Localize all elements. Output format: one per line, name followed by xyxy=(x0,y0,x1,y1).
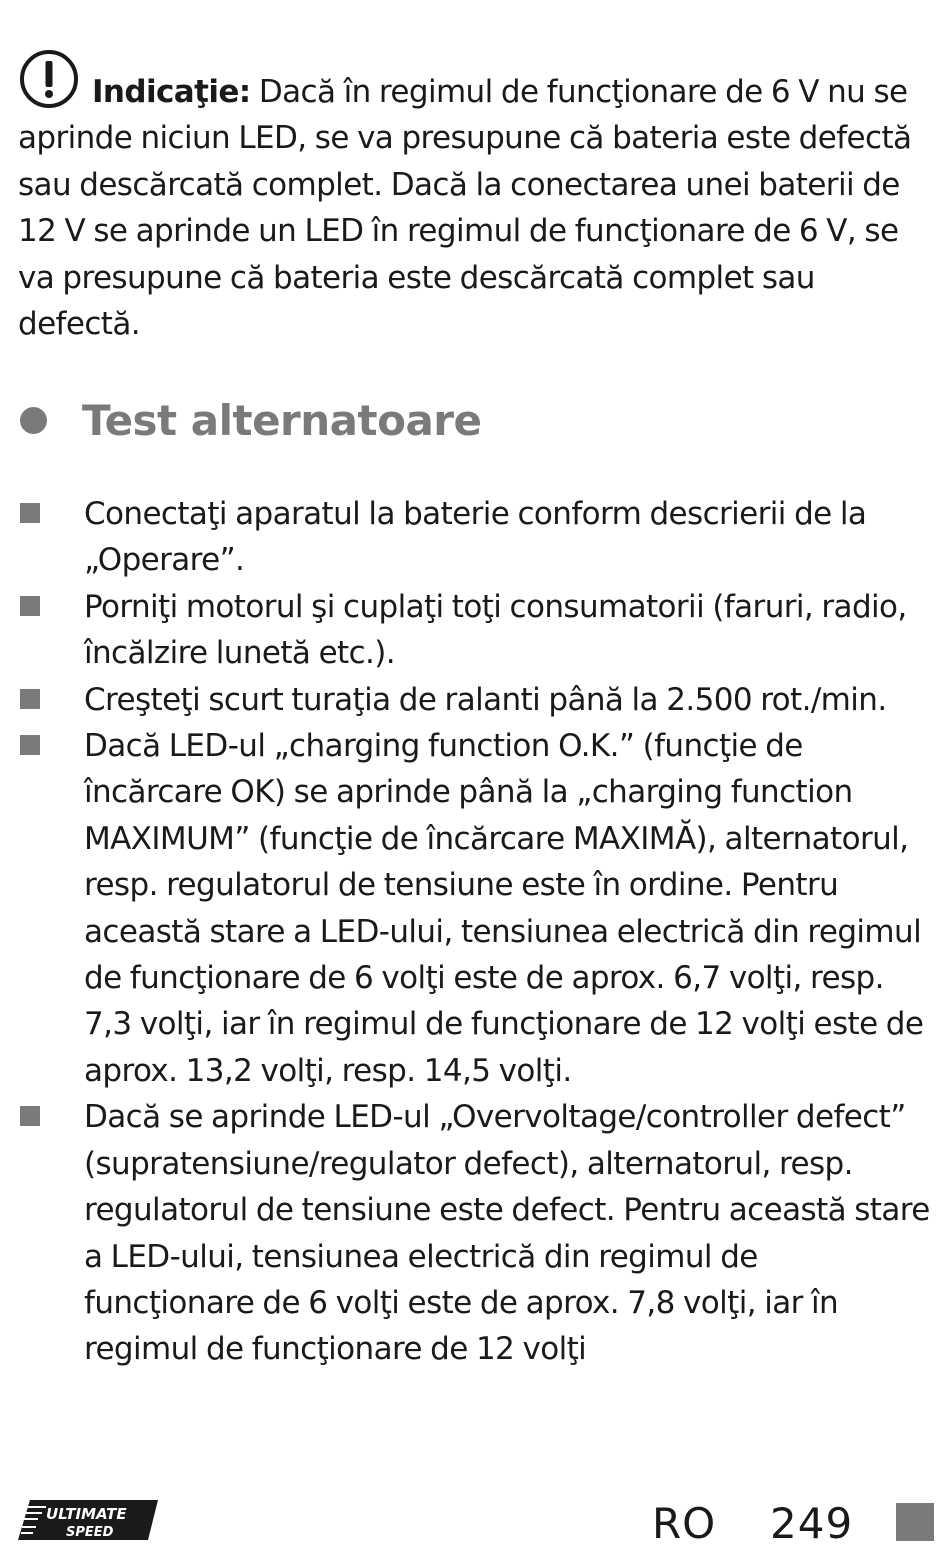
steps-list xyxy=(20,491,935,1373)
language-code: RO xyxy=(652,1499,717,1548)
section-heading xyxy=(20,392,481,448)
svg-text:ULTIMATE: ULTIMATE xyxy=(46,1505,127,1523)
list-item xyxy=(20,677,935,723)
ultimate-speed-logo xyxy=(16,1498,160,1542)
square-bullet-icon xyxy=(20,735,40,755)
list-item-text: Creşteţi scurt turaţia de ralanti până la 2.500 rot./min. xyxy=(84,681,887,718)
list-item-text: Conectaţi aparatul la baterie conform descrierii de la „Operare”. xyxy=(84,496,867,579)
list-item xyxy=(20,491,935,584)
list-item-text: Dacă LED-ul „charging function O.K.” (funcţie de încărcare OK) se aprinde până la „charging function MAXIMUM” (funcţie de încărcare MAXIMĂ), alternatorul, resp. regulatorul de tensiune este în ordine. Pentru această stare a LED-ului, tensiunea electrică din regimul de funcţionare de 6 volţi este de aprox. 6,7 volţi, resp. 7,3 volţi, iar în regimul de funcţionare de 12 volţi este de aprox. 13,2 volţi, resp. 14,5 volţi. xyxy=(84,728,924,1089)
section-title: Test alternatoare xyxy=(82,395,482,445)
exclamation-circle-icon xyxy=(18,48,80,110)
square-bullet-icon xyxy=(20,503,40,523)
list-item xyxy=(20,1094,935,1372)
page-number: 249 xyxy=(770,1499,854,1548)
list-item-text: Porniţi motorul şi cuplaţi toţi consumatorii (faruri, radio, încălzire lunetă etc.). xyxy=(84,588,907,672)
note-paragraph xyxy=(18,48,918,347)
square-bullet-icon xyxy=(20,1106,40,1126)
list-item-text: Dacă se aprinde LED-ul „Overvoltage/controller defect” (supratensiune/regulator defect), alternatorul, resp. regulatorul de tensiune este defect. Pentru această stare a LED-ului, tensiunea electrică din regimul de funcţionare de 6 volţi este de aprox. 7,8 volţi, iar în regimul de funcţionare de 12 volţi xyxy=(84,1099,930,1368)
list-item xyxy=(20,723,935,1094)
page-marker-square xyxy=(896,1503,934,1541)
square-bullet-icon xyxy=(20,596,40,616)
square-bullet-icon xyxy=(20,689,40,709)
note-text: Dacă în regimul de funcţionare de 6 V nu se aprinde niciun LED, se va presupune că bateria este defectă sau descărcată complet. Dacă la conectarea unei baterii de 12 V se aprinde un LED în regimul de funcţionare de 6 V, se va presupune că bateria este descărcată complet sau defectă. xyxy=(18,74,912,343)
list-item xyxy=(20,584,935,677)
note-label: Indicaţie: xyxy=(92,74,251,110)
section-bullet-dot xyxy=(20,407,47,434)
svg-text:SPEED: SPEED xyxy=(66,1525,114,1540)
